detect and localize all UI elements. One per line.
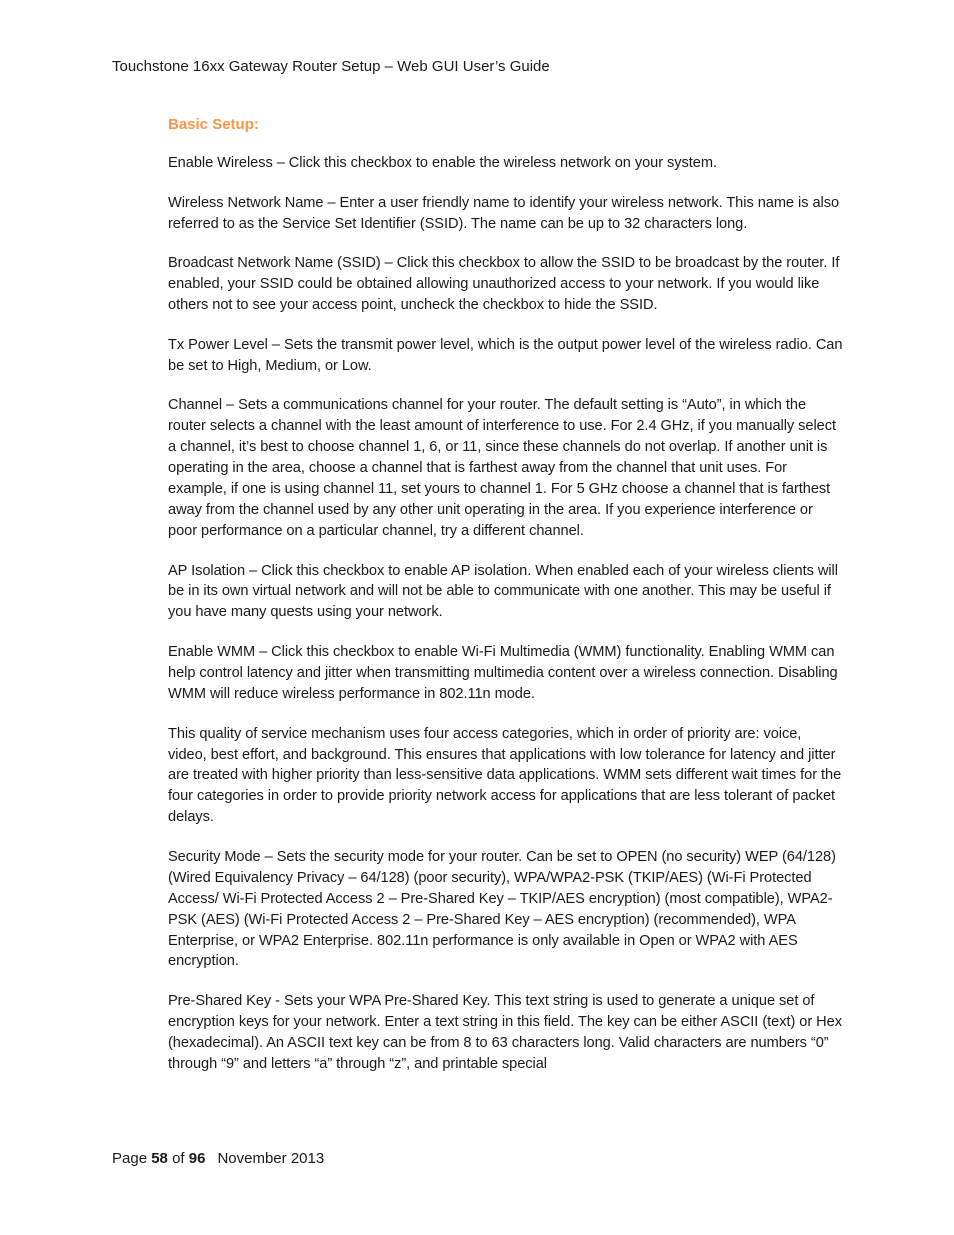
- page-label: Page: [112, 1150, 148, 1167]
- page-footer: [112, 1148, 324, 1169]
- paragraph-security-mode: Security Mode – Sets the security mode for your router. Can be set to OPEN (no security) WEP (64/128) (Wired Equivalency Privacy – 64/128) (poor security), WPA/WPA2-PSK (TKIP/AES) (Wi-Fi Protected Access/ Wi-Fi Protected Access 2 – Pre-Shared Key – TKIP/AES encryption) (most compatible), WPA2-PSK (AES) (Wi-Fi Protected Access 2 – Pre-Shared Key – AES encryption) (recommended), WPA Enterprise, or WPA2 Enterprise. 802.11n performance is only available in Open or WPA2 with AES encryption.: [168, 848, 836, 970]
- paragraph-channel: Channel – Sets a communications channel for your router. The default setting is “Auto”, in which the router selects a channel with the least amount of interference to use. For 2.4 GHz, if you manually select a channel, it’s best to choose channel 1, 6, or 11, since these channels do not overlap. If another unit is operating in the area, choose a channel that is farthest away from the channel that unit uses. For example, if one is using channel 11, set yours to channel 1. For 5 GHz choose a channel that is farthest away from the channel used by any other unit operating in the area. If you experience interference or poor performance on a particular channel, try a different channel.: [168, 397, 836, 539]
- footer-date: November 2013: [217, 1150, 325, 1167]
- paragraph-wireless-network-name: Wireless Network Name – Enter a user friendly name to identify your wireless network. This name is also referred to as the Service Set Identifier (SSID). The name can be up to 32 characters long.: [168, 194, 840, 232]
- page-total: 96: [188, 1150, 206, 1167]
- paragraph-tx-power-level: Tx Power Level – Sets the transmit power level, which is the output power level of the wireless radio. Can be set to High, Medium, or Low.: [168, 336, 843, 374]
- paragraph-enable-wmm: Enable WMM – Click this checkbox to enable Wi-Fi Multimedia (WMM) functionality. Enabling WMM can help control latency and jitter when transmitting multimedia content over a wireless connection. Disabling WMM will reduce wireless performance in 802.11n mode.: [168, 644, 838, 702]
- paragraph-broadcast-ssid: Broadcast Network Name (SSID) – Click this checkbox to allow the SSID to be broadcast by the router. If enabled, your SSID could be obtained allowing unauthorized access to your network. If you would like others not to see your access point, uncheck the checkbox to hide the SSID.: [168, 255, 840, 314]
- page-header: [112, 56, 550, 77]
- page-number: 58: [151, 1150, 168, 1167]
- page-content: [168, 114, 843, 1094]
- paragraph-qos-mechanism: This quality of service mechanism uses four access categories, which in order of priority are: voice, video, best effort, and background. This ensures that applications with low tolerance for latency and jitter are treated with higher priority than less-sensitive data applications. WMM sets different wait times for the four categories in order to provide priority network access for applications that are less tolerant of packet delays.: [168, 725, 842, 826]
- paragraph-enable-wireless: Enable Wireless – Click this checkbox to enable the wireless network on your system.: [168, 155, 717, 171]
- paragraph-pre-shared-key: Pre-Shared Key - Sets your WPA Pre-Shared Key. This text string is used to generate a unique set of encryption keys for your network. Enter a text string in this field. The key can be either ASCII (text) or Hex (hexadecimal). An ASCII text key can be from 8 to 63 characters long. Valid characters are numbers “0” through “9” and letters “a” through “z”, and printable special: [168, 993, 842, 1072]
- document-title: Touchstone 16xx Gateway Router Setup – Web GUI User’s Guide: [112, 58, 550, 75]
- section-heading: Basic Setup:: [168, 116, 259, 133]
- paragraph-ap-isolation: AP Isolation – Click this checkbox to enable AP isolation. When enabled each of your wireless clients will be in its own virtual network and will not be able to communicate with one another. This may be useful if you have many quests using your network.: [168, 562, 838, 621]
- of-label: of: [172, 1150, 185, 1167]
